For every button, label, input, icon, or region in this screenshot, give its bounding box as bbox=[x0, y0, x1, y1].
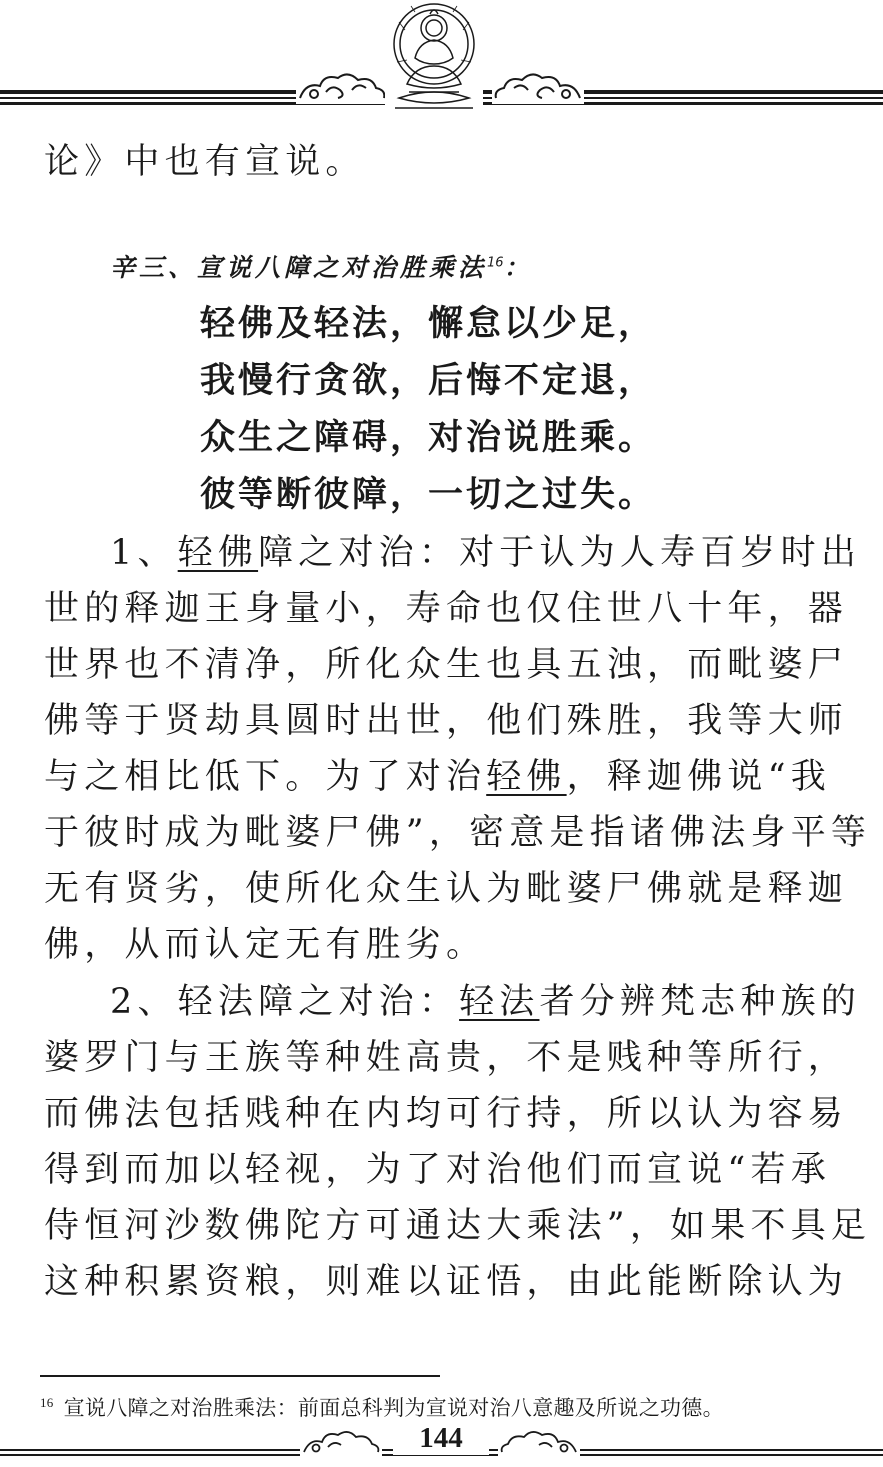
text-run: ，释迦佛说“我 bbox=[566, 757, 831, 797]
paragraph-line: 佛，从而认定无有胜劣。 bbox=[44, 925, 487, 965]
paragraph-line: 佛等于贤劫具圆时出世，他们殊胜，我等大师 bbox=[44, 701, 849, 741]
continuation-line: 论》中也有宣说。 bbox=[44, 142, 366, 182]
footnote bbox=[40, 1392, 724, 1422]
paragraph-line: 而佛法包括贱种在内均可行持，所以认为容易 bbox=[44, 1094, 849, 1134]
footnote-text: 宣说八障之对治胜乘法：前面总科判为宣说对治八意趣及所说之功德。 bbox=[63, 1396, 724, 1420]
text-run: 1、 bbox=[110, 533, 178, 573]
paragraph-line: 婆罗门与王族等种姓高贵，不是贱种等所行， bbox=[44, 1038, 849, 1078]
paragraph-line: 无有贤劣，使所化众生认为毗婆尸佛就是释迦 bbox=[44, 869, 849, 909]
paragraph-line: 侍恒河沙数佛陀方可通达大乘法”，如果不具足 bbox=[44, 1206, 872, 1246]
footnote-number: 16 bbox=[40, 1395, 54, 1410]
text-run: 障之对治：对于认为人寿百岁时出 bbox=[258, 533, 862, 573]
underlined-term: 轻佛 bbox=[177, 533, 259, 573]
footnote-ref: 16 bbox=[487, 255, 504, 271]
paragraph-line bbox=[110, 533, 883, 573]
verse-line: 彼等断彼障，一切之过失。 bbox=[200, 475, 657, 515]
verse-line: 我慢行贪欲，后悔不定退， bbox=[200, 361, 657, 401]
page-header bbox=[0, 0, 883, 115]
verse-line: 众生之障碍，对治说胜乘。 bbox=[200, 418, 657, 458]
page-footer bbox=[0, 1420, 883, 1467]
cloud-ornament-icon bbox=[498, 1426, 580, 1456]
paragraph-line: 于彼时成为毗婆尸佛”，密意是指诸佛法身平等 bbox=[44, 813, 872, 853]
cloud-ornament-icon bbox=[300, 1426, 382, 1456]
cloud-ornament-icon bbox=[492, 68, 584, 104]
footnote-rule bbox=[40, 1375, 440, 1377]
paragraph-line: 这种积累资粮，则难以证悟，由此能断除认为 bbox=[44, 1262, 849, 1302]
paragraph-line: 得到而加以轻视，为了对治他们而宣说“若承 bbox=[44, 1150, 831, 1190]
text-run: 者分辨梵志种族的 bbox=[539, 982, 862, 1022]
section-heading-text: 辛三、宣说八障之对治胜乘法 bbox=[110, 253, 488, 282]
paragraph-line bbox=[44, 757, 834, 797]
paragraph-line: 世界也不清净，所化众生也具五浊，而毗婆尸 bbox=[44, 645, 849, 685]
page-number: 144 bbox=[393, 1422, 489, 1455]
text-run: 2、轻法障之对治： bbox=[110, 982, 460, 1022]
section-heading-tail: ： bbox=[503, 253, 533, 282]
underlined-term: 轻佛 bbox=[486, 757, 567, 797]
underlined-term: 轻法 bbox=[459, 982, 540, 1022]
buddha-icon bbox=[385, 0, 483, 113]
section-heading bbox=[110, 248, 533, 284]
paragraph-line: 世的释迦王身量小，寿命也仅住世八十年，器 bbox=[44, 589, 849, 629]
paragraph-line bbox=[110, 982, 883, 1022]
text-run: 与之相比低下。为了对治 bbox=[44, 757, 487, 797]
cloud-ornament-icon bbox=[296, 68, 388, 104]
verse-line: 轻佛及轻法，懈怠以少足， bbox=[200, 304, 657, 344]
